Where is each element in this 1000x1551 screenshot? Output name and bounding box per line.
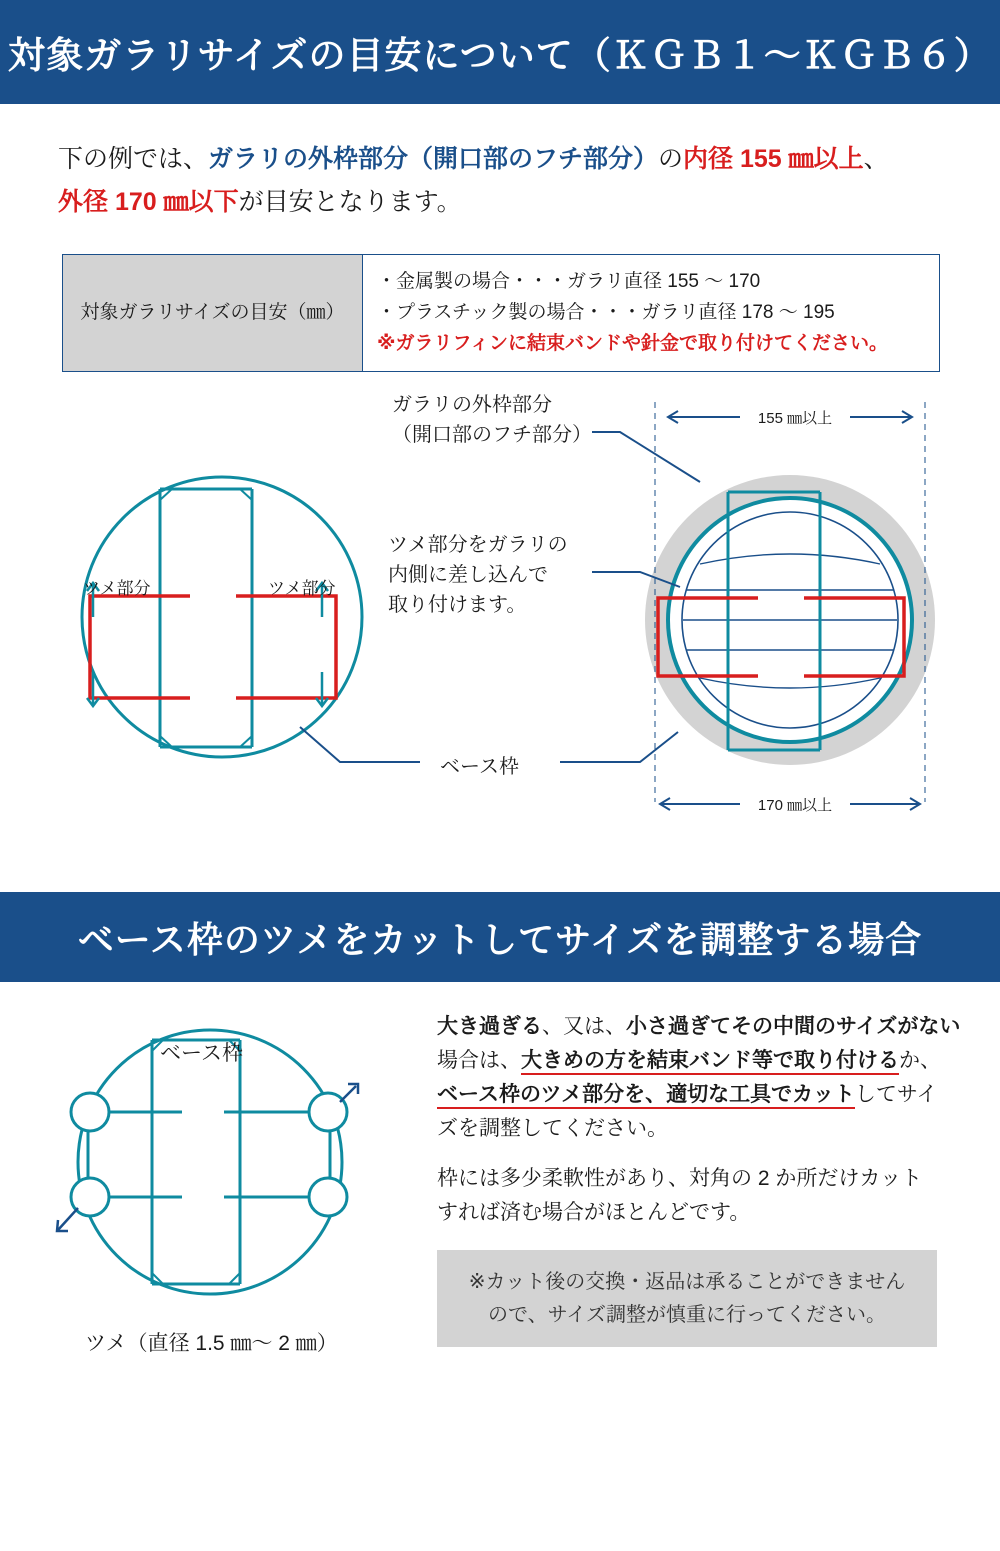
figure-claw-cut — [0, 982, 1000, 1412]
leader-base-left — [300, 727, 420, 762]
callout-frame-line1: ガラリの外枠部分 — [392, 394, 552, 417]
claw-circle-bottom-right — [309, 1178, 347, 1216]
cut-p1-t2: 場合は、 — [437, 1049, 521, 1073]
callout-claw-line1: ツメ部分をガラリの — [388, 534, 568, 557]
claw-arrows-right — [316, 583, 328, 706]
cut-band-corner-marks — [152, 1040, 240, 1284]
leader-base-right — [560, 732, 678, 762]
cut-p1-t4: してサイ — [854, 1083, 938, 1107]
spec-table-label: 対象ガラリサイズの目安（㎜） — [63, 255, 363, 371]
cut-base-frame-illustration — [57, 1030, 358, 1294]
section-2-title: ベース枠のツメをカットしてサイズを調整する場合 — [77, 918, 923, 960]
dim-top-label: 155 ㎜以上 — [757, 410, 833, 428]
cut-p1-b2: 小さ過ぎてその中間のサイズがない — [626, 1015, 961, 1039]
cut-paragraph-1-line-3 — [437, 1078, 967, 1112]
spec-table — [62, 254, 940, 372]
figure-size-guide-svg — [0, 372, 1000, 892]
cut-p1-t5: ズを調整してください。 — [437, 1117, 668, 1141]
callout-base-label: ベース枠 — [440, 756, 519, 779]
intro-line2-part1: が目安となります。 — [238, 188, 462, 216]
cut-paragraph-1-line-4 — [437, 1112, 967, 1146]
cut-note-line-1: ※カット後の交換・返品は承ることができません — [468, 1271, 906, 1294]
cut-paragraph-1-line-2 — [437, 1044, 967, 1078]
cut-p1-u2: ベース枠のツメ部分を、適切な工具でカット — [437, 1083, 855, 1109]
section-1-title: 対象ガラリサイズの目安について（ＫＧＢ１〜ＫＧＢ６） — [8, 35, 992, 76]
callout-claw-label — [388, 530, 598, 620]
callout-frame-line2: （開口部のフチ部分） — [392, 424, 592, 447]
spec-row-warning: ※ガラリフィンに結束バンドや針金で取り付けてください。 — [377, 332, 888, 354]
band-top-corner-marks — [160, 489, 252, 500]
cut-paragraph-1 — [437, 1010, 967, 1146]
claw-rect-left — [90, 596, 190, 698]
cut-paragraph-2-line-1: 枠には多少柔軟性があり、対角の 2 か所だけカット — [437, 1167, 923, 1191]
cut-outer-circle — [78, 1030, 342, 1294]
claw-circle-top-right — [309, 1093, 347, 1131]
intro-line1-part1: 下の例では、 — [58, 145, 209, 173]
intro-line2-red: 外径 170 ㎜以下 — [58, 188, 239, 216]
claw-circle-top-left — [71, 1093, 109, 1131]
spec-row-plastic: ・プラスチック製の場合・・・ガラリ直径 178 〜 195 — [377, 301, 835, 323]
figure-size-guide — [0, 372, 1000, 892]
left-base-frame-illustration — [82, 477, 362, 757]
intro-line1-part3: 、 — [863, 145, 889, 173]
cut-band-caps — [152, 1040, 240, 1284]
cut-p1-u1: 大きめの方を結束バンド等で取り付ける — [521, 1049, 899, 1075]
section-2-header — [0, 892, 1000, 982]
cut-p1-t3: か、 — [899, 1049, 941, 1073]
cut-note-box — [437, 1250, 937, 1347]
claw-label-left-text: ツメ部分 — [83, 579, 151, 599]
intro-paragraph — [58, 138, 958, 224]
cut-paragraph-1-line-1 — [437, 1010, 967, 1044]
callout-frame-label — [392, 390, 612, 450]
band-bottom-corner-marks — [160, 736, 252, 747]
intro-line-2 — [58, 181, 958, 224]
cut-base-frame-label: ベース枠 — [160, 1042, 243, 1066]
callout-claw-line2: 内側に差し込んで — [388, 564, 548, 587]
cut-p1-t1: 、又は、 — [542, 1015, 626, 1039]
claw-label-right-text: ツメ部分 — [268, 579, 336, 599]
base-frame-outer-circle — [82, 477, 362, 757]
cut-figure-caption: ツメ（直径 1.5 ㎜〜 2 ㎜） — [85, 1332, 338, 1356]
cut-note-line-2: ので、サイズ調整が慎重に行ってください。 — [488, 1303, 886, 1326]
intro-line1-red: 内径 155 ㎜以上 — [683, 145, 864, 173]
intro-line1-part2: の — [658, 145, 684, 173]
spec-table-rows — [363, 255, 939, 371]
right-louver-illustration — [645, 475, 935, 765]
cut-paragraph-2-line-2: すれば済む場合がほとんどです。 — [437, 1201, 751, 1225]
callout-claw-line3: 取り付けます。 — [388, 594, 527, 617]
section-1-header — [0, 0, 1000, 104]
intro-line-1 — [58, 138, 958, 181]
cut-p1-b1: 大き過ぎる — [437, 1015, 542, 1039]
spec-row-metal: ・金属製の場合・・・ガラリ直径 155 〜 170 — [377, 271, 761, 292]
dim-bottom-label: 170 ㎜以上 — [757, 797, 833, 815]
intro-line1-navy: ガラリの外枠部分（開口部のフチ部分） — [208, 145, 659, 173]
cut-paragraph-2 — [437, 1162, 967, 1230]
